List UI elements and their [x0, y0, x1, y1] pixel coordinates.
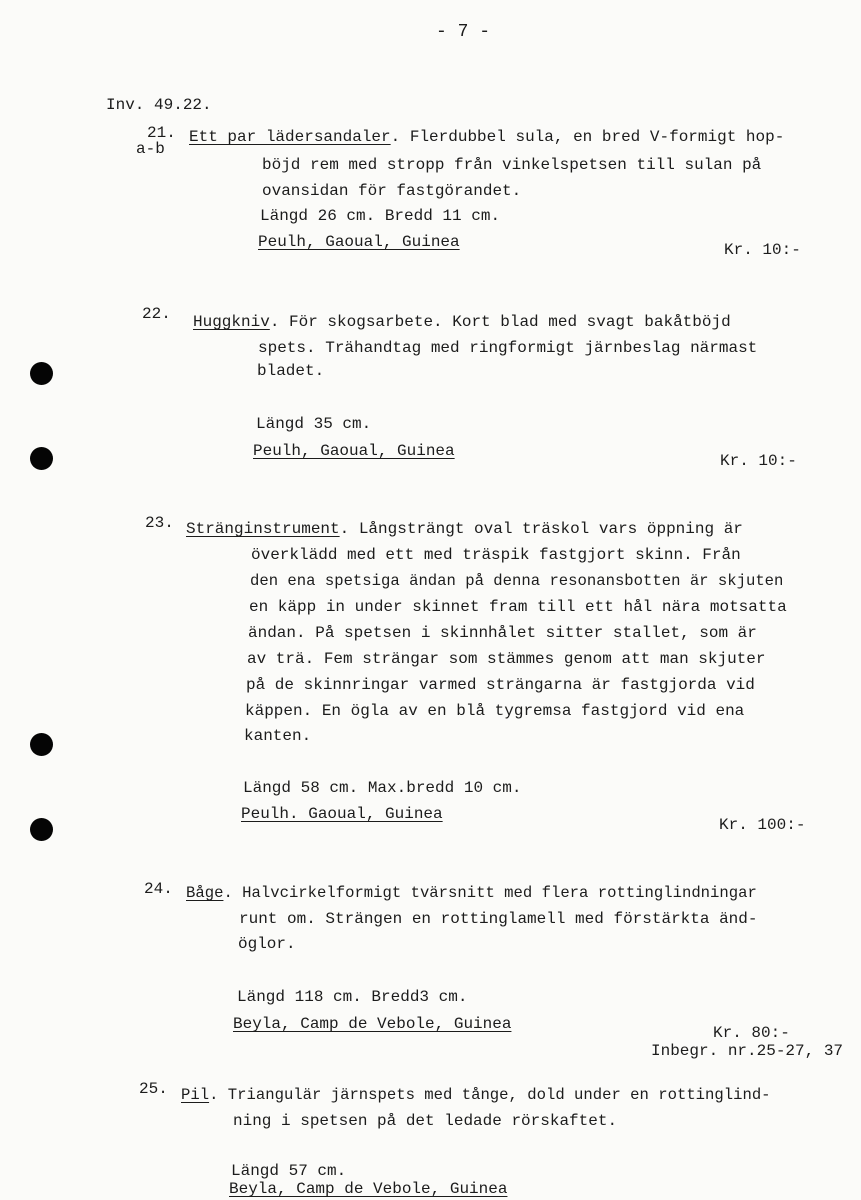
description-line: öglor. — [238, 935, 296, 953]
entry-number: 25. — [139, 1080, 168, 1098]
description-line: spets. Trähandtag med ringformigt järnbeslag närmast — [258, 339, 758, 357]
entry-number: 22. — [142, 305, 171, 323]
origin: Beyla, Camp de Vebole, Guinea — [229, 1180, 508, 1198]
page-number: - 7 - — [436, 22, 491, 42]
description-line: . Långsträngt oval träskol vars öppning är — [339, 520, 743, 538]
punch-hole — [30, 818, 53, 841]
description-line: av trä. Fem strängar som stämmes genom att man skjuter — [247, 650, 766, 668]
origin: Peulh, Gaoual, Guinea — [253, 442, 455, 460]
measurements: Längd 26 cm. Bredd 11 cm. — [260, 207, 501, 225]
entry-suffix: a-b — [136, 140, 165, 158]
entry-title: Stränginstrument — [186, 520, 340, 538]
measurements: Längd 118 cm. Bredd3 cm. — [237, 988, 468, 1006]
description-line: på de skinnringar varmed strängarna är fastgjorda vid — [246, 676, 755, 694]
entry-number: 23. — [145, 514, 174, 532]
description-line: . Halvcirkelformigt tvärsnitt med flera rottinglindningar — [223, 884, 757, 902]
punch-hole — [30, 733, 53, 756]
description-line: . Triangulär järnspets med tånge, dold under en rottinglind- — [209, 1086, 771, 1104]
entry-title: Båge — [186, 884, 224, 902]
description-line: runt om. Strängen en rottinglamell med förstärkta änd- — [239, 910, 758, 928]
punch-hole — [30, 447, 53, 470]
entry-number: 21. — [147, 124, 176, 142]
description-line: . Flerdubbel sula, en bred V-formigt hop- — [390, 128, 785, 146]
description-line: . För skogsarbete. Kort blad med svagt bakåtböjd — [269, 313, 731, 331]
description-line: ovansidan för fastgörandet. — [262, 182, 522, 200]
origin: Beyla, Camp de Vebole, Guinea — [233, 1015, 512, 1033]
measurements: Längd 35 cm. — [256, 415, 372, 433]
entry-title: Huggkniv — [193, 313, 270, 331]
origin: Peulh. Gaoual, Guinea — [241, 805, 443, 823]
description-line: bladet. — [257, 362, 325, 380]
inventory-number: Inv. 49.22. — [106, 96, 212, 114]
description-line: böjd rem med stropp från vinkelspetsen till sulan på — [262, 156, 762, 174]
description-line: en käpp in under skinnet fram till ett hål nära motsatta — [249, 598, 787, 616]
price: Kr. 100:- — [719, 816, 806, 834]
description-line: kanten. — [244, 727, 312, 745]
description-line: ändan. På spetsen i skinnhålet sitter stallet, som är — [248, 624, 757, 642]
description-line: den ena spetsiga ändan på denna resonansbotten är skjuten — [250, 572, 784, 590]
entry-title: Ett par lädersandaler — [189, 128, 391, 146]
measurements: Längd 58 cm. Max.bredd 10 cm. — [243, 779, 522, 797]
origin: Peulh, Gaoual, Guinea — [258, 233, 460, 251]
entry-number: 24. — [144, 880, 173, 898]
description-line: ning i spetsen på det ledade rörskaftet. — [233, 1112, 618, 1130]
entry-title: Pil — [181, 1086, 210, 1104]
description-line: käppen. En ögla av en blå tygremsa fastgjord vid ena — [245, 702, 745, 720]
description-line: överklädd med ett med träspik fastgjort skinn. Från — [251, 546, 741, 564]
measurements: Längd 57 cm. — [231, 1162, 347, 1180]
punch-hole — [30, 362, 53, 385]
price-note: Inbegr. nr.25-27, 37 — [651, 1042, 844, 1060]
price: Kr. 80:- — [713, 1024, 790, 1042]
price: Kr. 10:- — [724, 241, 801, 259]
price: Kr. 10:- — [720, 452, 797, 470]
